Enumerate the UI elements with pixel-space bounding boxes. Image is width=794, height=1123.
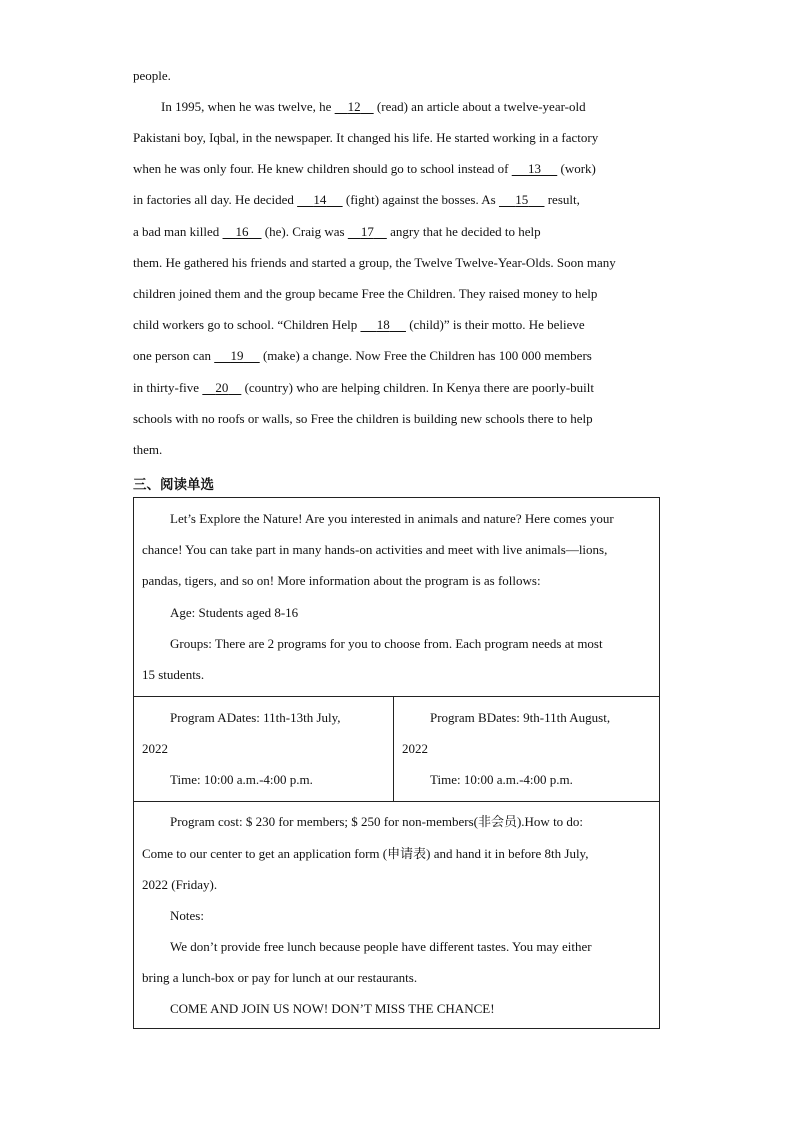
passage-text: (country) who are helping children. In Kenya there are poorly-built [241, 380, 595, 395]
passage-line [133, 348, 592, 364]
groups-text: 15 students. [142, 667, 205, 682]
table-divider [134, 696, 659, 697]
passage-text: (work) [557, 161, 596, 176]
passage-text: (he). Craig was [261, 224, 348, 239]
passage-line: them. He gathered his friends and started a group, the Twelve Twelve-Year-Olds. Soon many [133, 255, 616, 270]
intro-text: Let’s Explore the Nature! Are you interested in animals and nature? Here comes your [170, 511, 614, 526]
blank-13[interactable]: 13 [527, 161, 541, 176]
groups-text: Groups: There are 2 programs for you to choose from. Each program needs at most [170, 636, 603, 651]
blank-18[interactable]: 18 [376, 317, 390, 332]
blank-12[interactable]: 12 [347, 99, 361, 114]
blank-15[interactable]: 15 [515, 192, 529, 207]
passage-text: in thirty-five [133, 380, 203, 395]
program-b-dates: Program BDates: 9th-11th August, [430, 710, 611, 725]
passage-text: angry that he decided to help [386, 224, 541, 239]
passage-line: children joined them and the group became Free the Children. They raised money to help [133, 286, 598, 301]
cost-text: Program cost: $ 230 for members; $ 250 for non-members(非会员).How to do: [170, 814, 584, 829]
passage-text: a bad man killed [133, 224, 223, 239]
passage-line: them. [133, 442, 163, 457]
passage-line [133, 224, 541, 240]
notes-label: Notes: [170, 908, 204, 923]
program-b-time: Time: 10:00 a.m.-4:00 p.m. [430, 772, 573, 787]
program-a-year: 2022 [142, 741, 168, 756]
passage-line [161, 99, 586, 115]
table-divider [134, 801, 659, 802]
passage-line [133, 161, 596, 177]
passage-line [133, 317, 585, 333]
passage-text: (read) an article about a twelve-year-old [373, 99, 586, 114]
passage-line [133, 192, 580, 208]
passage-text: in factories all day. He decided [133, 192, 298, 207]
passage-text: one person can [133, 348, 215, 363]
blank-16[interactable]: 16 [235, 224, 249, 239]
passage-text: when he was only four. He knew children should go to school instead of [133, 161, 512, 176]
passage-text: child workers go to school. “Children Help [133, 317, 361, 332]
passage-line: Pakistani boy, Iqbal, in the newspaper. It changed his life. He started working in a factory [133, 130, 599, 145]
program-a-dates: Program ADates: 11th-13th July, [170, 710, 341, 725]
program-b-year: 2022 [402, 741, 428, 756]
blank-17[interactable]: 17 [360, 224, 374, 239]
passage-text: (child)” is their motto. He believe [405, 317, 585, 332]
passage-line [133, 380, 594, 396]
notes-text: We don’t provide free lunch because people have different tastes. You may either [170, 939, 592, 954]
age-text: Age: Students aged 8-16 [170, 605, 299, 620]
closing-text: COME AND JOIN US NOW! DON’T MISS THE CHANCE! [170, 1001, 495, 1016]
blank-14[interactable]: 14 [313, 192, 327, 207]
passage-line: schools with no roofs or walls, so Free the children is building new schools there to help [133, 411, 593, 426]
passage-text: result, [544, 192, 580, 207]
program-a-time: Time: 10:00 a.m.-4:00 p.m. [170, 772, 313, 787]
notes-text: bring a lunch-box or pay for lunch at our restaurants. [142, 970, 418, 985]
section-heading: 三、阅读单选 [133, 477, 214, 493]
intro-text: chance! You can take part in many hands-on activities and meet with live animals—lions, [142, 542, 608, 557]
blank-19[interactable]: 19 [230, 348, 244, 363]
intro-text: pandas, tigers, and so on! More information about the program is as follows: [142, 573, 541, 588]
passage-text: (fight) against the bosses. As [342, 192, 499, 207]
cost-text: Come to our center to get an application form (申请表) and hand it in before 8th July, [142, 846, 589, 861]
blank-20[interactable]: 20 [215, 380, 229, 395]
cost-text: 2022 (Friday). [142, 877, 218, 892]
passage-text: In 1995, when he was twelve, he [161, 99, 335, 114]
passage-line: people. [133, 68, 171, 83]
table-column-divider [393, 696, 394, 801]
notice-table [133, 497, 660, 1029]
passage-text: (make) a change. Now Free the Children has 100 000 members [259, 348, 592, 363]
